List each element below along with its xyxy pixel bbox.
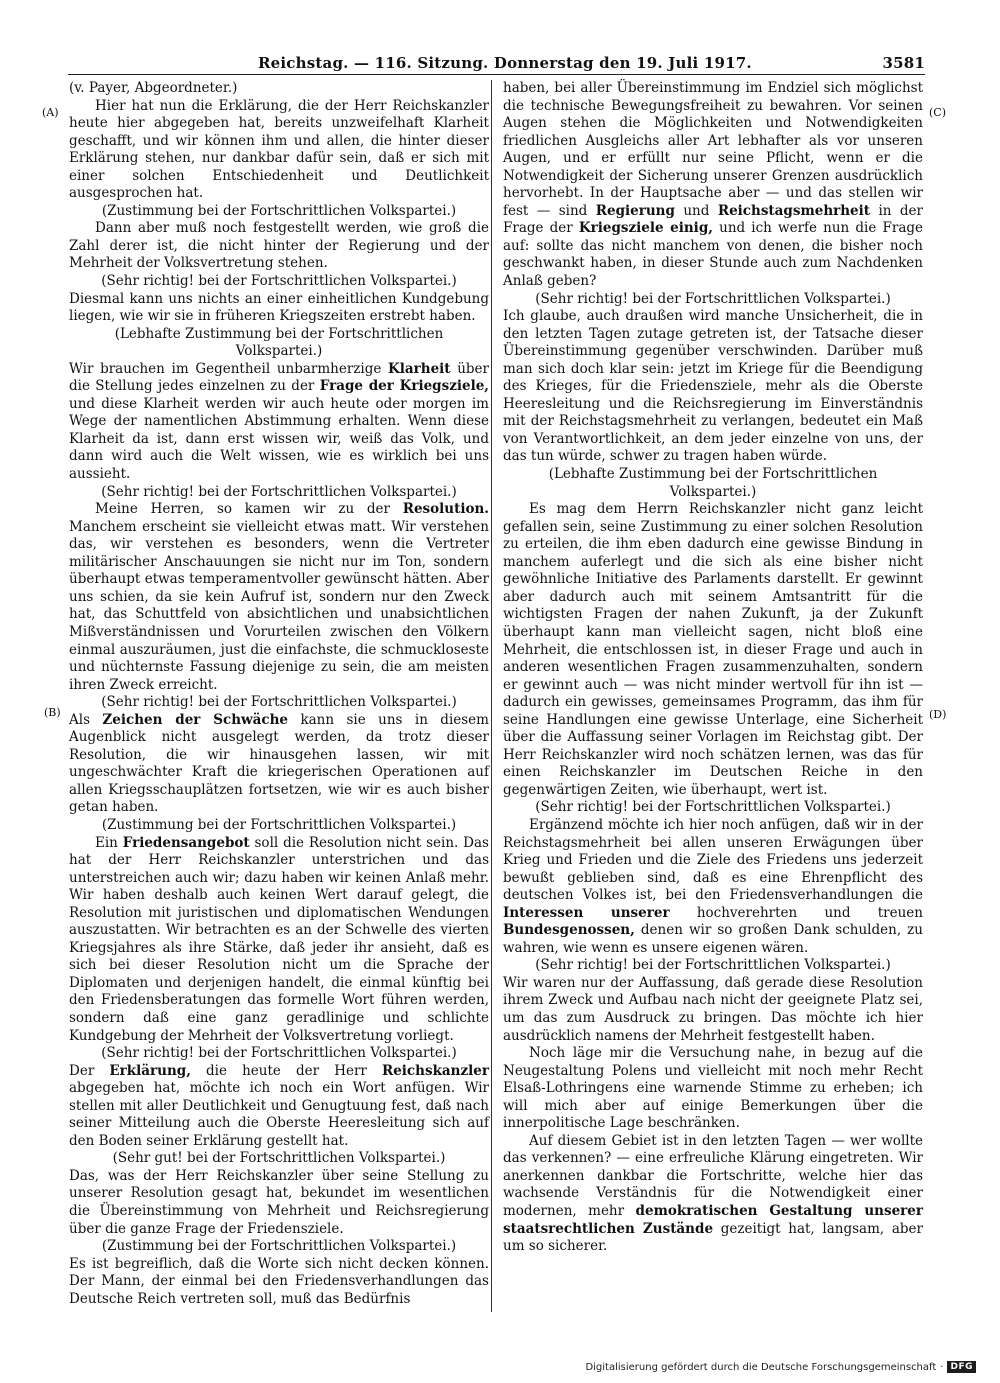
interjection — [69, 1045, 489, 1063]
body-text: (Sehr richtig! bei der Fortschrittlichen Volkspartei.) — [535, 799, 891, 816]
paragraph — [503, 501, 923, 799]
margin-marker-d: (D) — [929, 708, 947, 721]
body-text: (Lebhafte Zustimmung bei der Fortschrittlichen Volkspartei.) — [114, 325, 444, 360]
body-text: denen wir so großen Dank schulden, zu wahren, wie wenn es unsere eigenen wären. — [503, 922, 923, 956]
paragraph — [69, 501, 489, 694]
body-text: Ich glaube, auch draußen wird manche Unsicherheit, die in den letzten Tagen zutage getreten ist, der Tatsache dieser Übereinstimmung gegenüber verschwinden. Darüber muß man sich doch klar sein: jetzt im Kriege für die Beendigung des Krieges, für die Friedensziele, mehr als die Oberste Heeresleitung und die Reichsregierung im Einverständnis mit der Reichstagsmehrheit zu verlangen, bedeutet ein Maß von Verantwortlichkeit, an dem jeder einzelne von uns, der das tun würde, schwer zu tragen haben würde. — [503, 308, 923, 465]
body-text: und — [674, 202, 718, 219]
paragraph — [503, 817, 923, 957]
paragraph — [69, 361, 489, 484]
body-text: Wir waren nur der Auffassung, daß gerade diese Resolution ihrem Zweck und Aufbau nach nicht der geeignete Platz sei, um das zum Ausdruck zu bringen. Das möchte ich hier ausdrücklich namens der Mehrheit festgestellt haben. — [503, 974, 923, 1044]
footer: Digitalisierung gefördert durch die Deutsche Forschungsgemeinschaft · DFG — [585, 1361, 976, 1373]
body-text: (Sehr gut! bei der Fortschrittlichen Volkspartei.) — [112, 1150, 446, 1167]
body-text: Meine Herren, so kamen wir zu der — [95, 501, 403, 518]
emphasis-text: Reichstagsmehrheit — [717, 202, 871, 219]
body-text: Das, was der Herr Reichskanzler über seine Stellung zu unserer Resolution gesagt hat, bekundet im wesentlichen die Übereinstimmung von Mehrheit und Reichsregierung über die ganze Frage der Friedensziele. — [69, 1167, 489, 1237]
paragraph — [503, 1133, 923, 1256]
body-text: (Zustimmung bei der Fortschrittlichen Volkspartei.) — [101, 816, 457, 833]
emphasis-text: demokratischen Gestaltung unserer staatsrechtlichen Zustände — [503, 1203, 923, 1237]
body-text: haben, bei aller Übereinstimmung im Endziel sich möglichst die technische Bewegungsfreiheit zu bewahren. Vor seinen Augen stehen die Möglichkeiten und Notwendigkeiten friedlichen Ausgleichs aller Art lebhafter als vor unseren Augen, und er erfüllt nur seine Pflicht, wenn er die Notwendigkeit der Sicherung unserer Grenzen ausdrücklich hervorhebt. In der Hauptsache aber — und das stellen wir fest — sind — [503, 80, 923, 219]
emphasis-text: Resolution. — [402, 501, 489, 518]
paragraph — [503, 308, 923, 466]
body-text: hochverehrten und treuen — [669, 904, 923, 921]
body-text: Hier hat nun die Erklärung, die der Herr Reichskanzler heute hier abgegeben hat, bereits unzweifelhaft Klarheit geschafft, und wir können ihm und allen, die hinter dieser Erklärung stehen, nur dankbar dafür sein, daß er sich mit einer solchen Entschiedenheit und Deutlichkeit ausgesprochen hat. — [69, 97, 489, 202]
body-text: gezeitigt hat, langsam, aber um so sicherer. — [503, 1220, 923, 1255]
body-text: (Sehr richtig! bei der Fortschrittlichen Volkspartei.) — [535, 957, 891, 974]
interjection — [69, 326, 489, 361]
paragraph — [69, 1063, 489, 1151]
body-text: Wir brauchen im Gegentheil unbarmherzige — [69, 360, 389, 377]
body-text: in der Frage der — [503, 202, 923, 237]
interjection — [503, 799, 923, 817]
body-text: über die Stellung jedes einzelnen zu der — [69, 360, 489, 395]
body-text: soll die Resolution nicht sein. Das hat der Herr Reichskanzler unterstrichen und das unterstreichen auch wir; dazu haben wir keinen Anlaß mehr. Wir haben deshalb auch keinen Wert darauf gelegt, die Resolution mit juristischen und diplomatischen Wendungen auszustatten. Wir betrachten es an der Schwelle des vierten Kriegsjahres als ihre Stärke, daß jeder ihr ansieht, daß es sich bei dieser Resolution nicht um die Sprache der Diplomaten und derjenigen handelt, die einmal künftig bei den Friedensberatungen das formelle Wort führen werden, sondern daß eine ganz geradlinige und schlichte Kundgebung der Mehrheit der Volksvertretung vorliegt. — [69, 834, 489, 1044]
paragraph — [503, 1045, 923, 1133]
paragraph — [69, 220, 489, 273]
body-text: (Sehr richtig! bei der Fortschrittlichen Volkspartei.) — [101, 273, 457, 290]
paragraph — [69, 712, 489, 817]
margin-marker-b: (B) — [44, 706, 61, 719]
interjection — [69, 1238, 489, 1256]
body-text: Manchem erscheint sie vielleicht etwas matt. Wir verstehen das, wir verstehen es besonders, wenn die Vertreter militärischer Anschauungen sie nicht nur im Ton, sondern überhaupt etwas temperamentvoller gewünscht hätten. Aber uns schien, da sie kein Aufruf ist, sondern nur den Zweck hat, das Schuttfeld von absichtlichen und unabsichtlichen Mißverständnissen und Vorurteilen zwischen den Völkern einmal auszuräumen, just die einfachste, die schmuckloseste und nüchternste Fassung diejenige zu sein, die am meisten ihren Zweck erreicht. — [69, 518, 489, 693]
body-text: Dann aber muß noch festgestellt werden, wie groß die Zahl derer ist, die nicht hinter der Regierung und der Mehrheit der Volksvertretung stehen. — [69, 220, 489, 272]
footer-credit: Digitalisierung gefördert durch die Deutsche Forschungsgemeinschaft — [585, 1361, 937, 1373]
body-text: (v. Payer, Abgeordneter.) — [69, 80, 238, 96]
body-text: die heute der Herr — [190, 1062, 382, 1079]
paragraph — [69, 291, 489, 326]
body-text: (Sehr richtig! bei der Fortschrittlichen Volkspartei.) — [101, 483, 457, 500]
interjection — [69, 1150, 489, 1168]
body-text: Der — [69, 1062, 110, 1079]
emphasis-text: Zeichen der Schwäche — [102, 711, 289, 728]
body-text: kann sie uns in diesem Augenblick nicht ausgelegt werden, da trotz dieser Resolution, die wir hinausgehen lassen, wir mit ungeschwächter Kraft die kriegerischen Operationen auf allen Kriegsschauplätzen fortsetzen, wie wir es auch bisher getan haben. — [69, 711, 489, 816]
body-text: und diese Klarheit werden wir auch heute oder morgen im Wege der namentlichen Abstimmung erhalten. Wenn diese Klarheit da ist, dann erst wissen wir, weiß das Volk, und dann wird auch die Welt wissen, wie es wirklich bei uns aussieht. — [69, 395, 489, 483]
left-column — [69, 80, 489, 1308]
body-text: (Lebhafte Zustimmung bei der Fortschrittlichen Volkspartei.) — [548, 466, 878, 500]
body-text: (Zustimmung bei der Fortschrittlichen Volkspartei.) — [101, 202, 457, 219]
interjection — [69, 273, 489, 291]
emphasis-text: Reichskanzler — [382, 1062, 489, 1079]
interjection — [69, 203, 489, 221]
header-rule — [68, 74, 925, 75]
interjection — [503, 466, 923, 501]
interjection — [69, 817, 489, 835]
body-text: (Sehr richtig! bei der Fortschrittlichen Volkspartei.) — [535, 290, 891, 307]
emphasis-text: Kriegsziele einig, — [578, 220, 713, 237]
body-text: Ergänzend möchte ich hier noch anfügen, daß wir in der Reichstagsmehrheit bei allen unseren Erwägungen über Krieg und Frieden und die Ziele des Friedens uns jederzeit bewußt geblieben sind, daß es eine Ehrenpflicht des deutschen Volkes ist, bei den Friedensverhandlungen die — [503, 816, 923, 904]
margin-marker-c: (C) — [929, 106, 946, 119]
body-text: (Zustimmung bei der Fortschrittlichen Volkspartei.) — [101, 1238, 457, 1255]
interjection — [69, 484, 489, 502]
body-text: Es mag dem Herrn Reichskanzler nicht ganz leicht gefallen sein, seine Zustimmung zu einer solchen Resolution zu erteilen, die ihm eben dadurch eine gewisse Bindung in manchem auferlegt und die sich als eine bisher nicht gewöhnliche Initiative des Parlaments darstellt. Er gewinnt aber dadurch auch mit seinem Amtsantritt für die wichtigsten Fragen der nahen Zukunft, ja der Zukunft überhaupt kann man vielleicht sagen, nicht bloß eine Mehrheit, die entschlossen ist, in dieser Frage und auch in anderen wesentlichen Fragen zusammenzuhalten, sondern er gewinnt auch — was nicht minder wertvoll für ihn ist — dadurch ein gewisses, gemeinsames Programm, das ihm für seine Handlungen eine gewisse Unterlage, eine Sicherheit über die Auffassung seiner Vorlagen im Reichstag gibt. Der Herr Reichskanzler wird noch schätzen lernen, was das für einen Reichskanzler im Deutschen Reiche in den gegenwärtigen Zeiten, wie überhaupt, wert ist. — [503, 501, 923, 798]
paragraph — [69, 1168, 489, 1238]
paragraph — [69, 98, 489, 203]
interjection — [503, 957, 923, 975]
body-text: Noch läge mir die Versuchung nahe, in bezug auf die Neugestaltung Polens und vielleicht mit noch mehr Recht Elsaß-Lothringens eine warnende Stimme zu erheben; ich will mich aber auf einige Bemerkungen über die innerpolitische Lage beschränken. — [503, 1045, 923, 1132]
emphasis-text: Klarheit — [388, 360, 451, 377]
paragraph — [503, 80, 923, 291]
body-text: Ein — [95, 834, 123, 851]
emphasis-text: Friedensangebot — [122, 834, 250, 851]
body-text: (Sehr richtig! bei der Fortschrittlichen Volkspartei.) — [101, 1045, 457, 1062]
body-text: abgegeben hat, möchte ich noch ein Wort anfügen. Wir stellen mit aller Deutlichkeit und Genugtuung fest, daß nach seiner Mitteilung auch die Oberste Heeresleitung sich auf den Boden seiner Erklärung gestellt hat. — [69, 1080, 489, 1149]
column-divider — [491, 80, 492, 1312]
speaker-heading — [69, 80, 489, 98]
emphasis-text: Regierung — [595, 202, 675, 219]
emphasis-text: Bundesgenossen, — [503, 922, 635, 939]
body-text: und ich werfe nun die Frage auf: sollte das nicht manchem von denen, die bisher noch geschwankt haben, in dieser Stunde auch zum Nachdenken Anlaß geben? — [503, 220, 923, 290]
running-title: Reichstag. — 116. Sitzung. Donnerstag den 19. Juli 1917. — [258, 54, 752, 72]
emphasis-text: Frage der Kriegsziele, — [319, 378, 490, 395]
paragraph — [69, 835, 489, 1046]
dfg-logo: DFG — [947, 1361, 976, 1373]
interjection — [503, 291, 923, 309]
body-text: Es ist begreiflich, daß die Worte sich nicht decken können. Der Mann, der einmal bei den Friedensverhandlungen das Deutsche Reich vertreten soll, muß das Bedürfnis — [69, 1255, 489, 1307]
body-text: (Sehr richtig! bei der Fortschrittlichen Volkspartei.) — [101, 694, 457, 711]
paragraph — [503, 975, 923, 1045]
margin-marker-a: (A) — [42, 106, 59, 119]
body-text: Diesmal kann uns nichts an einer einheitlichen Kundgebung liegen, wie wir sie in früheren Kriegszeiten erstrebt haben. — [69, 290, 489, 325]
interjection — [69, 694, 489, 712]
paragraph — [69, 1256, 489, 1309]
body-text: Als — [69, 711, 103, 728]
page-number: 3581 — [882, 54, 925, 72]
page-header — [68, 50, 925, 74]
right-column — [503, 80, 923, 1256]
emphasis-text: Interessen unserer — [503, 904, 670, 921]
body-text: Auf diesem Gebiet ist in den letzten Tagen — wer wollte das verkennen? — eine erfreuliche Klärung eingetreten. Wir anerkennen dankbar die Fortschritte, welche hier das wachsende Verständnis für die Notwendigkeit einer modernen, mehr — [503, 1132, 923, 1219]
emphasis-text: Erklärung, — [109, 1062, 191, 1079]
